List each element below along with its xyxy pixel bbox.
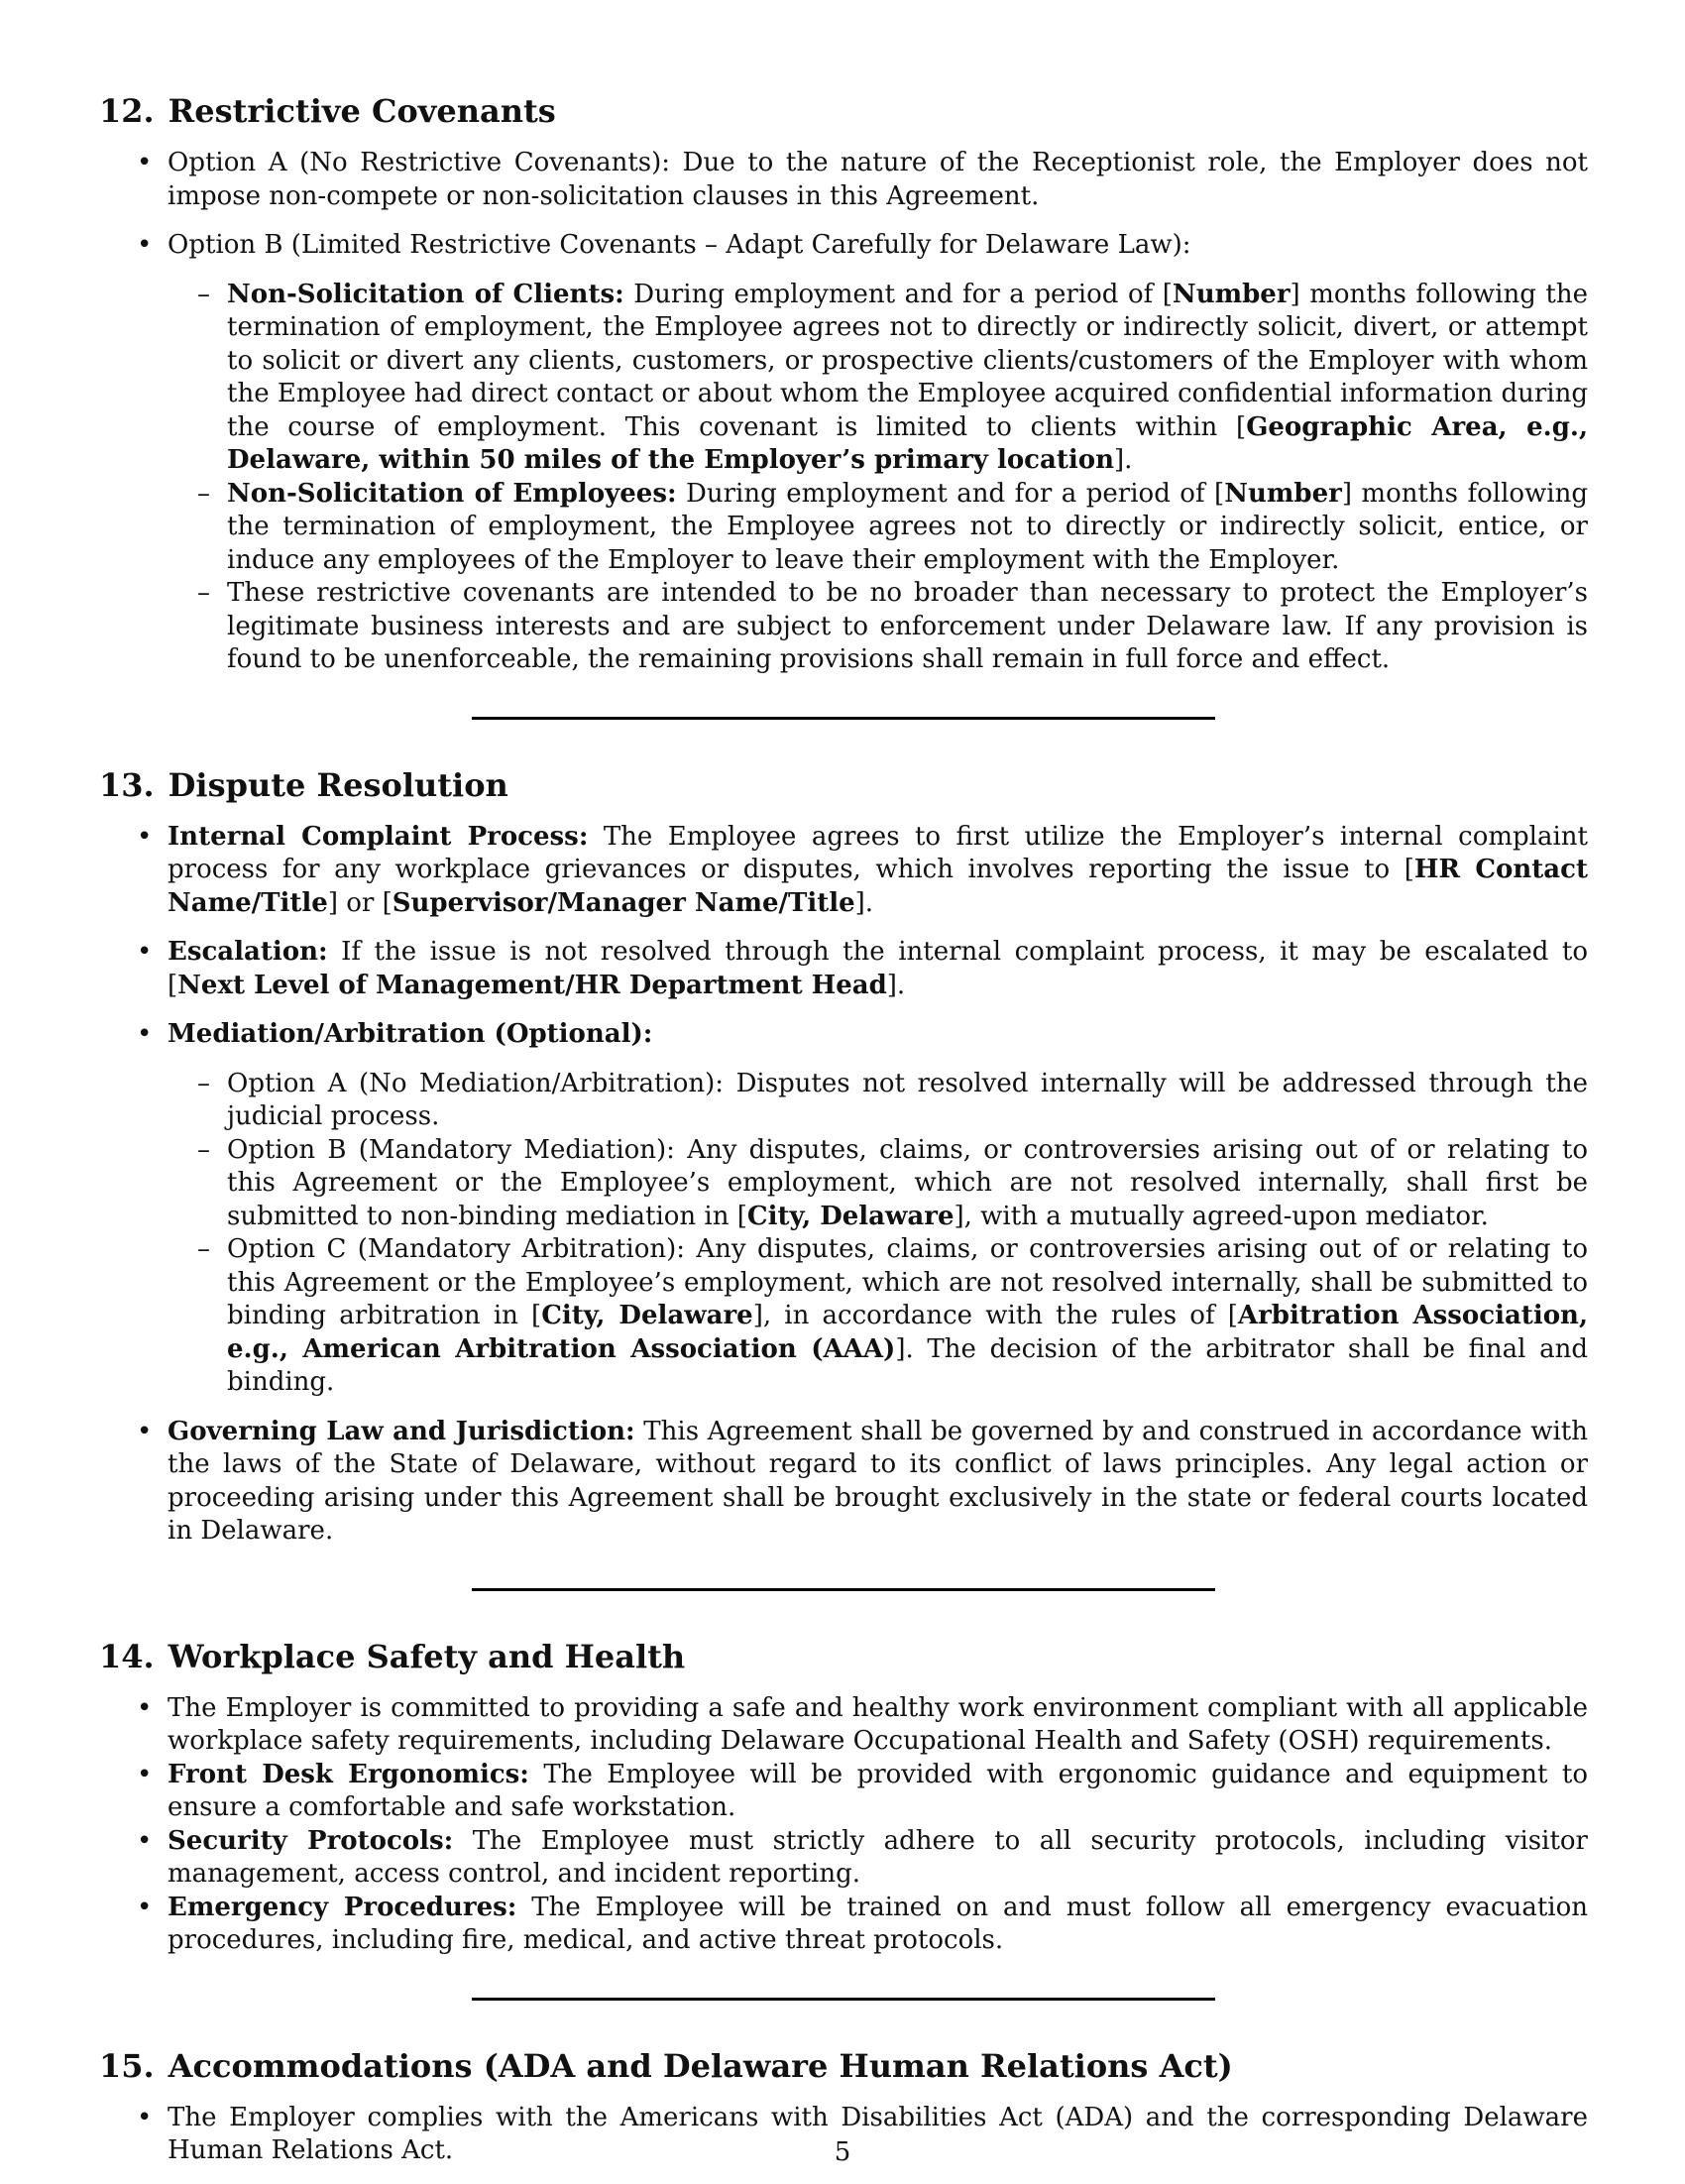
sublist-item-option-c bbox=[168, 1233, 1588, 1400]
body-text: The Employee will be trained on and must follow all emergency evacuation procedures, including fire, medical, and active threat protocols. bbox=[168, 1892, 1588, 1955]
option-a-text: Option A (No Restrictive Covenants): Due to the nature of the Receptionist role, the Employer does not impose non-compete or non-solicitation clauses in this Agreement. bbox=[168, 148, 1588, 211]
body-text: If the issue is not resolved through the internal complaint process, it may be escalated to [ bbox=[168, 937, 1588, 1000]
section-number: 12. bbox=[99, 92, 155, 130]
list-item-internal-complaint bbox=[99, 821, 1588, 921]
list-item-emergency bbox=[99, 1892, 1588, 1958]
section-12-heading bbox=[99, 91, 1588, 131]
section-number: 15. bbox=[99, 2046, 155, 2085]
body-text: The Employer complies with the Americans with Disabilities Act (ADA) and the corresponding Delaware Human Relations Act. bbox=[168, 2102, 1588, 2165]
list-item-ergonomics bbox=[99, 1759, 1588, 1825]
body-text: The Employee must strictly adhere to all security protocols, including visitor management, access control, and incident reporting. bbox=[168, 1825, 1588, 1889]
section-divider bbox=[472, 1998, 1215, 2001]
body-text: ], with a mutually agreed-upon mediator. bbox=[954, 1201, 1489, 1231]
body-text: ], in accordance with the rules of [ bbox=[752, 1301, 1238, 1330]
page-content bbox=[99, 91, 1588, 2184]
body-text: During employment and for a period of [ bbox=[623, 279, 1173, 309]
placeholder-field: City, Delaware bbox=[746, 1201, 955, 1231]
placeholder-field: Number bbox=[1172, 279, 1291, 309]
term-label: Non-Solicitation of Clients: bbox=[227, 279, 624, 309]
placeholder-field: HR Contact Name/Title bbox=[168, 855, 1588, 918]
term-label: Escalation: bbox=[168, 937, 328, 967]
body-text: ] or [ bbox=[327, 887, 393, 918]
body-text: ] months following the termination of employment, the Employee agrees not to directly or indirectly solicit, divert, or attempt to solicit or divert any clients, customers, or prospective clients/customers of the Employer with whom the Employee had direct contact or about whom the Employee acquired confidential information during the course of employment. This covenant is limited to clients within [ bbox=[227, 279, 1588, 442]
section-divider bbox=[472, 1588, 1215, 1591]
body-text: ]. bbox=[854, 887, 874, 918]
section-13-heading bbox=[99, 765, 1588, 805]
body-text: ]. bbox=[1113, 445, 1133, 475]
page-number: 5 bbox=[834, 2137, 851, 2167]
sublist-item-employees bbox=[168, 478, 1588, 578]
list-item-governing-law bbox=[99, 1416, 1588, 1549]
section-14-heading bbox=[99, 1637, 1588, 1676]
body-text: ] months following the termination of employment, the Employee agrees not to directly or indirectly solicit, entice, or induce any employees of the Employer to leave their employment with the Employer. bbox=[227, 478, 1588, 575]
list-item-option-b bbox=[99, 229, 1588, 677]
section-title: Accommodations (ADA and Delaware Human Relations Act) bbox=[168, 2046, 1233, 2085]
sublist-item-option-a bbox=[168, 1068, 1588, 1134]
section-number: 14. bbox=[99, 1637, 155, 1675]
section-12 bbox=[99, 91, 1588, 677]
section-title: Workplace Safety and Health bbox=[168, 1637, 686, 1675]
term-label: Non-Solicitation of Employees: bbox=[227, 478, 677, 509]
section-number: 13. bbox=[99, 765, 155, 804]
placeholder-field: Arbitration Association, e.g., American Arbitration Association (AAA) bbox=[227, 1301, 1588, 1364]
term-label: Security Protocols: bbox=[168, 1825, 454, 1856]
list-item-mediation bbox=[99, 1018, 1588, 1400]
body-text: The Employer is committed to providing a safe and healthy work environment compliant with all applicable workplace safety requirements, including Delaware Occupational Health and Safety (OSH) requirements. bbox=[168, 1692, 1588, 1756]
body-text: Option B (Mandatory Mediation): Any disputes, claims, or controversies arising out of or relating to this Agreement or the Employee’s employment, which are not resolved internally, shall first be submitted to non-binding mediation in [ bbox=[227, 1134, 1588, 1231]
section-title: Restrictive Covenants bbox=[168, 92, 556, 130]
body-text: ]. The decision of the arbitrator shall be final and binding. bbox=[227, 1333, 1588, 1397]
body-text: During employment and for a period of [ bbox=[676, 478, 1225, 509]
body-text: The Employee agrees to first utilize the Employer’s internal complaint process for any workplace grievances or disputes, which involves reporting the issue to [ bbox=[168, 821, 1588, 884]
section-divider bbox=[472, 717, 1215, 720]
list-item-security bbox=[99, 1825, 1588, 1892]
section-title: Dispute Resolution bbox=[168, 765, 508, 804]
placeholder-field: Next Level of Management/HR Department Head bbox=[177, 970, 887, 1000]
body-text: The Employee will be provided with ergonomic guidance and equipment to ensure a comfortable and safe workstation. bbox=[168, 1759, 1588, 1822]
body-text: This Agreement shall be governed by and construed in accordance with the laws of the State of Delaware, without regard to its conflict of laws principles. Any legal action or proceeding arising under this Agreement shall be brought exclusively in the state or federal courts located in Delaware. bbox=[168, 1416, 1589, 1546]
option-b-text: Option B (Limited Restrictive Covenants – Adapt Carefully for Delaware Law): bbox=[168, 230, 1191, 260]
sublist-item-scope bbox=[168, 577, 1588, 677]
list-item-option-a bbox=[99, 147, 1588, 213]
term-label: Mediation/Arbitration (Optional): bbox=[168, 1019, 653, 1049]
term-label: Internal Complaint Process: bbox=[168, 821, 589, 852]
sublist-item-option-b bbox=[168, 1134, 1588, 1234]
placeholder-field: Supervisor/Manager Name/Title bbox=[392, 887, 855, 918]
section-13 bbox=[99, 765, 1588, 1549]
placeholder-field: City, Delaware bbox=[541, 1301, 753, 1330]
list-item-escalation bbox=[99, 936, 1588, 1002]
body-text: ]. bbox=[886, 970, 906, 1000]
sublist-item-clients bbox=[168, 279, 1588, 478]
body-text: These restrictive covenants are intended to be no broader than necessary to protect the Employer’s legitimate business interests and are subject to enforcement under Delaware law. If any provision is found to be unenforceable, the remaining provisions shall remain in full force and effect. bbox=[227, 578, 1588, 674]
list-item-safety-intro bbox=[99, 1692, 1588, 1759]
term-label: Front Desk Ergonomics: bbox=[168, 1759, 529, 1789]
term-label: Governing Law and Jurisdiction: bbox=[168, 1416, 635, 1446]
body-text: Option C (Mandatory Arbitration): Any disputes, claims, or controversies arising out of or relating to this Agreement or the Employee’s employment, which are not resolved internally, shall be submitted to binding arbitration in [ bbox=[227, 1234, 1588, 1330]
section-15-heading bbox=[99, 2046, 1588, 2086]
term-label: Emergency Procedures: bbox=[168, 1892, 517, 1922]
body-text: Option A (No Mediation/Arbitration): Disputes not resolved internally will be addressed through the judicial process. bbox=[227, 1068, 1588, 1131]
placeholder-field: Number bbox=[1224, 478, 1342, 509]
section-14 bbox=[99, 1637, 1588, 1958]
placeholder-field: Geographic Area, e.g., Delaware, within 50 miles of the Employer’s primary location bbox=[227, 411, 1589, 475]
